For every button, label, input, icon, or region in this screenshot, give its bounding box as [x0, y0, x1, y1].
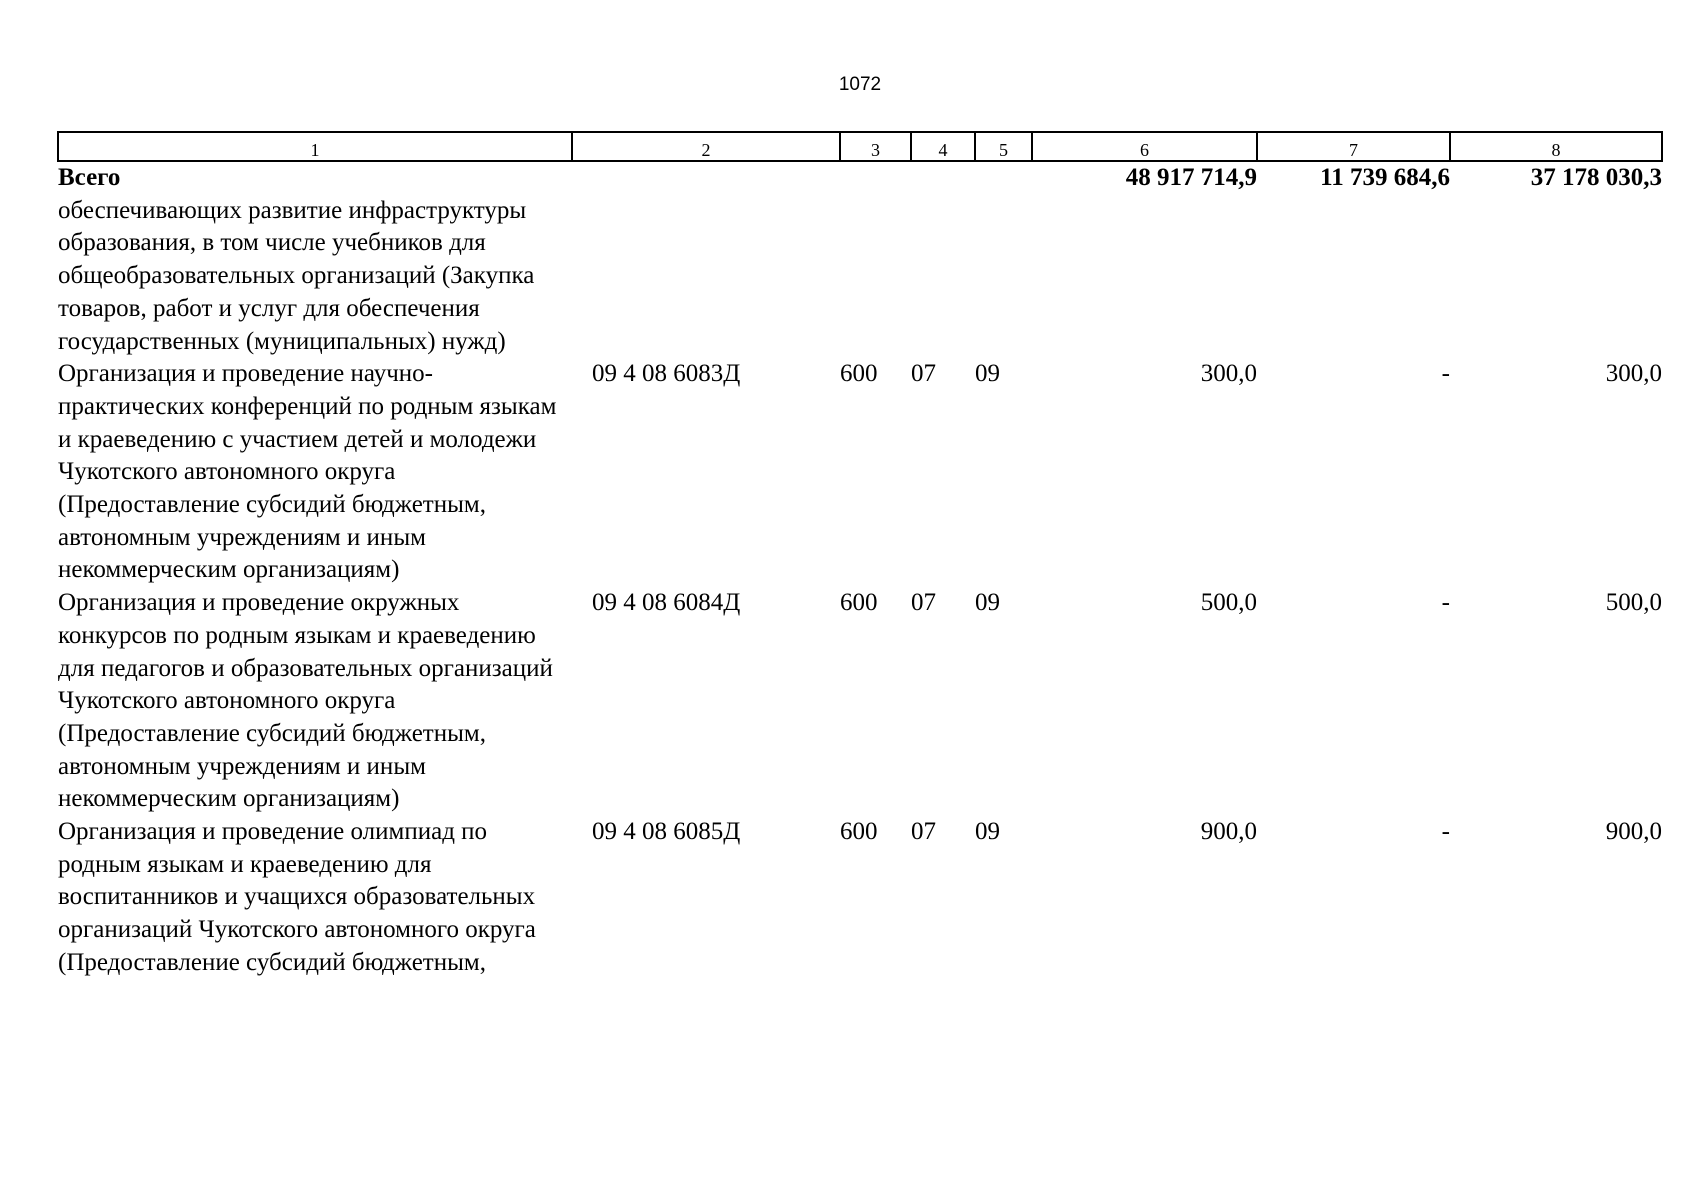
table-row — [58, 587, 1662, 816]
budget-table — [57, 131, 1663, 980]
row-col7: - — [1441, 589, 1450, 617]
row-pr: 09 — [975, 589, 1000, 617]
column-header-7: 7 — [1257, 132, 1450, 161]
total-col7: 11 739 684,6 — [1320, 164, 1450, 191]
column-header-4: 4 — [911, 132, 975, 161]
row-name: Организация и проведение окружных конкурсов по родным языкам и краеведению для педагогов и образовательных организаций Чукотского автономного округа (Предоставление субсидий бюджетным, автономным учреждениям и иным некоммерческим организациям) — [58, 589, 553, 813]
row-code: 09 4 08 6085Д — [592, 818, 741, 846]
row-name: обеспечивающих развитие инфраструктуры образования, в том числе учебников для общеобразовательных организаций (Закупка товаров, работ и услуг для обеспечения государственных (муниципальных) нужд) — [58, 196, 535, 355]
page-number: 1072 — [838, 74, 882, 95]
total-pr — [975, 161, 1032, 195]
table-row — [58, 358, 1662, 587]
row-col6: 300,0 — [1200, 360, 1257, 388]
row-vr: 600 — [840, 589, 878, 617]
row-col8: 500,0 — [1605, 589, 1662, 617]
column-header-1: 1 — [58, 132, 572, 161]
table-row — [58, 816, 1662, 980]
row-col6: 900,0 — [1200, 818, 1257, 846]
row-col8: 900,0 — [1605, 818, 1662, 846]
total-col6: 48 917 714,9 — [1125, 164, 1257, 191]
row-col7 — [1257, 195, 1450, 359]
total-code — [572, 161, 840, 195]
row-rz: 07 — [911, 360, 936, 388]
row-rz: 07 — [911, 589, 936, 617]
column-header-8: 8 — [1450, 132, 1662, 161]
row-vr: 600 — [840, 818, 878, 846]
row-name: Организация и проведение научно-практических конференций по родным языкам и краеведению с участием детей и молодежи Чукотского автономного округа (Предоставление субсидий бюджетным, автономным учреждениям и иным некоммерческим организациям) — [58, 360, 557, 584]
total-col8: 37 178 030,3 — [1530, 164, 1662, 191]
total-rz — [911, 161, 975, 195]
row-vr — [840, 195, 911, 359]
column-header-3: 3 — [840, 132, 911, 161]
row-pr — [975, 195, 1032, 359]
row-code: 09 4 08 6083Д — [592, 360, 741, 388]
row-rz: 07 — [911, 818, 936, 846]
total-label: Всего — [58, 164, 121, 191]
total-row — [58, 161, 1662, 195]
row-col7: - — [1441, 818, 1450, 846]
row-col7: - — [1441, 360, 1450, 388]
table-row — [58, 195, 1662, 359]
row-col6: 500,0 — [1200, 589, 1257, 617]
column-header-2: 2 — [572, 132, 840, 161]
row-pr: 09 — [975, 360, 1000, 388]
column-number-header — [58, 132, 1662, 161]
row-col8: 300,0 — [1605, 360, 1662, 388]
row-vr: 600 — [840, 360, 878, 388]
row-rz — [911, 195, 975, 359]
column-header-5: 5 — [975, 132, 1032, 161]
row-col8 — [1450, 195, 1662, 359]
row-col6 — [1032, 195, 1257, 359]
total-vr — [840, 161, 911, 195]
row-pr: 09 — [975, 818, 1000, 846]
row-code — [572, 195, 840, 359]
row-name: Организация и проведение олимпиад по родным языкам и краеведению для воспитанников и учащихся образовательных организаций Чукотского автономного округа (Предоставление субсидий бюджетным, — [58, 818, 536, 976]
column-header-6: 6 — [1032, 132, 1257, 161]
row-code: 09 4 08 6084Д — [592, 589, 741, 617]
